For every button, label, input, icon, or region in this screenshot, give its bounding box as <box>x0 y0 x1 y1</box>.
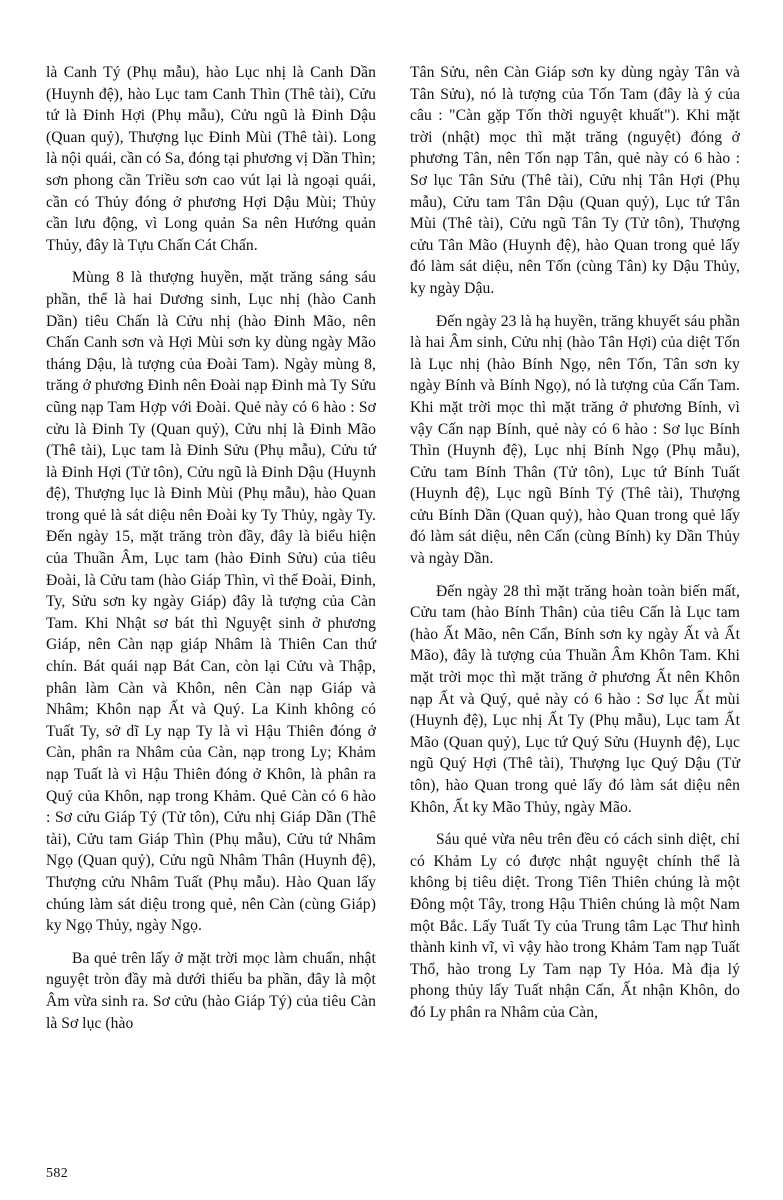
right-column <box>410 62 740 1024</box>
paragraph: Tân Sửu, nên Càn Giáp sơn ky dùng ngày Tân và Tân Sửu), nó là tượng của Tốn Tam (đây là ý của câu : "Càn gặp Tốn thời nguyệt khuất"). Khi mặt trời (nhật) mọc thì mặt trăng (nguyệt) đóng ở phương Tân, nên Tốn nạp Tân, quẻ này có 6 hào : Sơ lục Tân Sửu (Thê tài), Cửu nhị Tân Hợi (Phụ mẫu), Cửu tam Tân Dậu (Quan quỷ), Lục tứ Tân Mùi (Thê tài), Cửu ngũ Tân Ty (Tử tôn), Thượng cửu Tân Mão (Huynh đệ), hào Quan trong quẻ lấy đó làm sát diệu, nên Tốn (cùng Tân) ky Dậu Thủy, ky ngày Dậu. <box>410 64 740 297</box>
paragraph: Mùng 8 là thượng huyền, mặt trăng sáng sáu phần, thể là hai Dương sinh, Lục nhị (hào Canh Dần) tiêu Chấn là Cửu nhị (hào Đinh Mão, nên Chấn Canh sơn và Hợi Mùi sơn ky dùng ngày Mão tháng Dậu, là tượng của Đoài Tam). Ngày mùng 8, trăng ở phương Đinh nên Đoài nạp Đinh mà Ty Sửu cũng nạp Tam Hợp với Đoài. Quẻ này có 6 hào : Sơ cửu là Đinh Ty (Quan quỷ), Cửu nhị là Đinh Mão (Thê tài), Lục tam là Đinh Sửu (Phụ mẫu), Cửu tứ là Đinh Hợi (Tử tôn), Cửu ngũ là Đinh Dậu (Huynh đệ), Thượng lục là Đinh Mùi (Phụ mẫu), hào Quan trong quẻ là sát diệu nên Đoài ky Ty Thủy, ngày Ty. Đến ngày 15, mặt trăng tròn đầy, đây là biểu hiện của Thuần Âm, Lục tam (hào Đinh Sửu) của tiêu Đoài, là Cửu tam (hào Giáp Thìn, vì thế Đoài, Đinh, Ty, Sửu sơn ky ngày Giáp) đây là tượng của Càn Tam. Khi Nhật sơ bát thì Nguyệt sinh ở phương Giáp, nên Càn nạp giáp Nhâm là Thiên Can thứ chín. Bát quái nạp Bát Can, còn lại Cửu và Thập, phân làm Càn và Khôn, nên Càn nạp Giáp và Nhâm; Khôn nạp Ất và Quý. La Kinh không có Tuất Ty, sở dĩ Ly nạp Ty là vì Hậu Thiên đóng ở Càn, phân ra Nhâm của Càn, nạp trong Ly; Khảm nạp Tuất là vì Hậu Thiên đóng ở Khôn, là phân ra Quý của Khôn, nạp trong Khảm. Quẻ Càn có 6 hào : Sơ cửu Giáp Tý (Tử tôn), Cửu nhị Giáp Dần (Thê tài), Cửu tam Giáp Thìn (Phụ mẫu), Cửu tứ Nhâm Ngọ (Quan quỷ), Cửu ngũ Nhâm Thân (Huynh đệ), Thượng cửu Nhâm Tuất (Phụ mẫu). Hào Quan lấy chúng làm sát diệu trong quẻ, nên Càn (cùng Giáp) ky Ngọ Thủy, ngày Ngọ. <box>46 269 376 935</box>
paragraph: là Canh Tý (Phụ mẫu), hào Lục nhị là Canh Dần (Huynh đệ), hào Lục tam Canh Thìn (Thê tài), Cửu tứ là Đinh Hợi (Phụ mẫu), Cửu ngũ là Đinh Dậu (Quan quỷ), Thượng lục Đinh Mùi (Thê tài). Long là nội quái, cần có Sa, đóng tại phương vị Dần Thìn; sơn phong cần Triều sơn cao vút lại là ngoại quái, cần có Thủy đóng ở phương Hợi Dậu Mùi; Thủy cần lưu động, vì Long quản Sa nên Hướng quản Thủy, đây là Tựu Chấn Cát Chấn. <box>46 64 376 254</box>
paragraph: Đến ngày 23 là hạ huyền, trăng khuyết sáu phần là hai Âm sinh, Cửu nhị (hào Tân Hợi) của diệt Tốn là Lục nhị (hào Bính Ngọ, nên Tốn, Tân sơn ky ngày Bính và Bính Ngọ), nó là tượng của Cấn Tam. Khi mặt trời mọc thì mặt trăng ở phương Bính, vì vậy Cấn nạp Bính, quẻ này có 6 hào : Sơ lục Bính Thìn (Huynh đệ), Lục nhị Bính Ngọ (Phụ mẫu), Cửu tam Bính Thân (Tử tôn), Lục tứ Bính Tuất (Huynh đệ), Lục ngũ Bính Tý (Thê tài), Thượng cửu Bính Dần (Quan quỷ), hào Quan trong quẻ lấy đó làm sát diệu, nên Cấn (cùng Bính) ky Dần Thủy và ngày Dần. <box>410 312 740 568</box>
page-number: 582 <box>46 1166 69 1181</box>
paragraph: Đến ngày 28 thì mặt trăng hoàn toàn biến mất, Cửu tam (hào Bính Thân) của tiêu Cấn là Lục tam (hào Ất Mão, nên Cấn, Bính sơn ky ngày Ất và Ất Mão), đây là tượng của Thuần Âm Khôn Tam. Khi mặt trời mọc thì mặt trăng ở phương Ất nên Khôn nạp Ất và Quý, quẻ này có 6 hào : Sơ lục Ất mùi (Huynh đệ), Lục nhị Ất Ty (Phụ mẫu), Lục tam Ất Mão (Quan quỷ), Lục tứ Quý Sửu (Huynh đệ), Lục ngũ Quý Hợi (Thê tài), Thượng lục Quý Dậu (Tử tôn), hào Quan trong quẻ lấy đó làm sát diệu nên Khôn, Ất ky Mão Thủy, ngày Mão. <box>410 582 740 816</box>
paragraph: Sáu quẻ vừa nêu trên đều có cách sinh diệt, chỉ có Khảm Ly có được nhật nguyệt chính thể là không bị tiêu diệt. Trong Tiên Thiên chúng là một Đông một Tây, trong Hậu Thiên chúng là một Nam một Bắc. Lấy Tuất Ty của Trung tâm Lạc Thư hình thành kinh vĩ, vì vậy hào trong Khảm Tam nạp Tuất Thổ, hào trong Ly Tam nạp Ty Hỏa. Mà địa lý phong thủy lấy Tuất nhận Cấn, Ất nhận Khôn, do đó Ly phân ra Nhâm của Càn, <box>410 831 740 1021</box>
two-column-body <box>46 62 740 1034</box>
paragraph: Ba quẻ trên lấy ở mặt trời mọc làm chuẩn, nhật nguyệt tròn đầy mà dưới thiếu ba phần, đây là một Âm vừa sinh ra. Sơ cửu (hào Giáp Tý) của tiêu Càn là Sơ lục (hào <box>46 949 376 1032</box>
left-column <box>46 62 376 1034</box>
